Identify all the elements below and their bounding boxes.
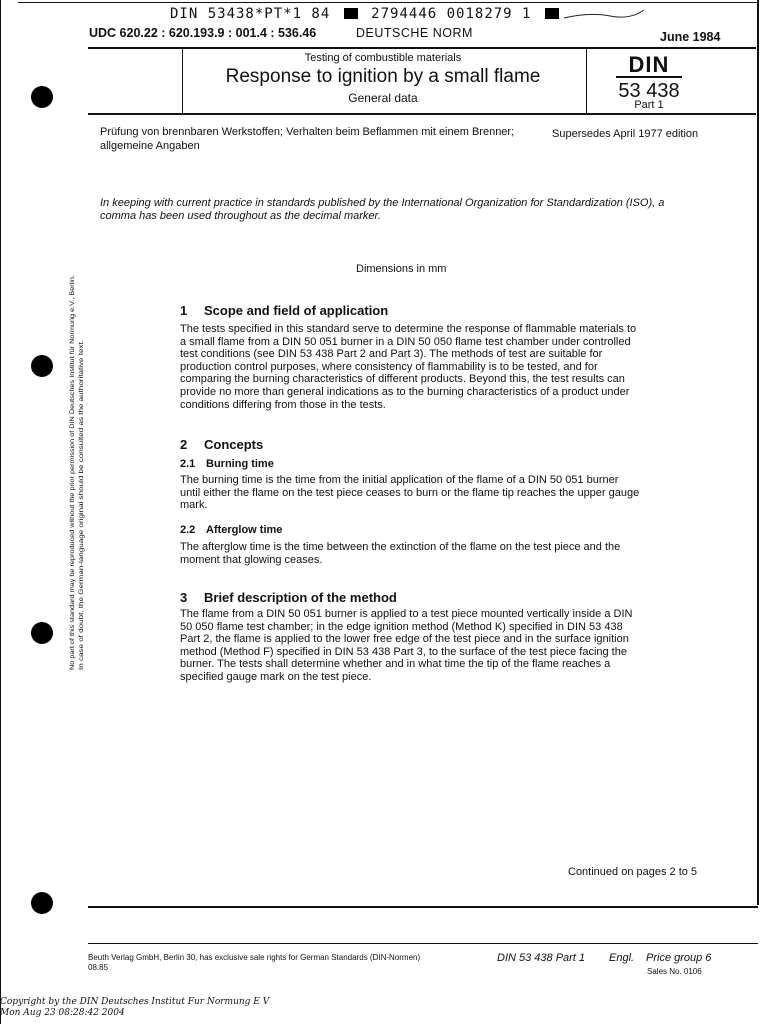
footer-rule-bottom <box>88 943 758 944</box>
footer-doc-ref: DIN 53 438 Part 1 <box>497 952 586 964</box>
section-1-number: 1 <box>180 303 188 318</box>
section-1-heading <box>180 303 388 318</box>
left-page-edge <box>0 0 1 1024</box>
footer-price-group: Price group 6 <box>646 952 712 964</box>
publication-date: June 1984 <box>660 30 721 44</box>
udc-code: UDC 620.22 : 620.193.9 : 001.4 : 536.46 <box>89 26 317 40</box>
barcode-block-icon <box>545 8 559 19</box>
section-1-title: Scope and field of application <box>204 303 389 318</box>
section-3-heading <box>180 590 397 605</box>
iso-decimal-note: In keeping with current practice in standards published by the International Organization for Standardization (ISO), a comma has been used throughout as the decimal marker. <box>100 197 665 222</box>
dimensions-note: Dimensions in mm <box>356 263 447 275</box>
section-2-heading <box>180 437 263 452</box>
section-2-number: 2 <box>180 437 188 452</box>
side-notice-line-1: No part of this standard may be reproduced without the prior permission of DIN Deutsches Institut für Normung e.V., Berlin. <box>69 333 76 670</box>
section-3-text: The flame from a DIN 50 051 burner is applied to a test piece mounted vertically inside a DIN 50 050 flame test chamber; in the edge ignition method (Method K) specified in DIN 53 438 Part 2, the flame is applied to the lower free edge of the test piece and in the surface ignition method (Method F) specified in DIN 53 438 Part 3, to the surface of the test piece facing the burner. The tests shall determine whether and in what time the tip of the flame reaches a specified gauge mark on the test piece. <box>180 608 633 683</box>
section-2-2-heading <box>180 524 282 536</box>
publisher-note <box>88 953 420 973</box>
section-1-text: The tests specified in this standard serve to determine the response of flammable materials to a small flame from a DIN 50 051 burner in a DIN 50 050 flame test chamber under controlled test conditions (see DIN 53 438 Part 2 and Part 3). The methods of test are suitable for production control purposes, where consistency of flammability is to be tested, and for comparing the burning characteristics of different products. Beyond this, the test results can provide no more than general indications as to the burning characteristics of a product under conditions differing from those in the tests. <box>180 323 637 411</box>
section-2-title: Concepts <box>204 437 264 452</box>
continued-note: Continued on pages 2 to 5 <box>568 866 698 878</box>
copyright-side-notice <box>68 270 86 670</box>
section-2-2-title: Afterglow time <box>206 524 283 536</box>
side-notice-line-2: In case of doubt, the German-language original should be consulted as the authoritative text. <box>78 416 85 670</box>
barcode-block-icon <box>344 8 358 19</box>
footer-rule-top <box>88 906 758 908</box>
din-logo: DIN <box>616 54 682 78</box>
barcode-line <box>170 6 563 22</box>
title-divider-right <box>586 47 587 113</box>
pen-scribble-icon <box>560 6 650 26</box>
top-edge-line <box>18 2 758 3</box>
section-2-2-text: The afterglow time is the time between the extinction of the flame on the test piece and the moment that glowing ceases. <box>180 541 621 566</box>
section-2-1-text: The burning time is the time from the initial application of the flame of a DIN 50 051 burner until either the flame on the test piece ceases to burn or the flame tip reaches the upper gauge mark. <box>180 474 640 512</box>
section-2-2-number: 2.2 <box>180 524 196 536</box>
publisher-line-2: 08.85 <box>88 963 109 972</box>
footer-sales-number: Sales No. 0106 <box>647 967 702 976</box>
part-number: Part 1 <box>634 99 664 111</box>
german-title: Prüfung von brennbaren Werkstoffen; Verhalten beim Beflammen mit einem Brenner; allgemeine Angaben <box>100 126 515 152</box>
din-number: 53 438 <box>618 80 680 102</box>
section-2-1-heading <box>180 458 274 470</box>
section-2-1-number: 2.1 <box>180 458 196 470</box>
document-subtitle: General data <box>348 91 418 105</box>
barcode-text-2: 2794446 0018279 1 <box>371 6 532 22</box>
punch-hole-3 <box>31 622 53 644</box>
copyright-line-1: Copyright by the DIN Deutsches Institut Fur Normung E V <box>0 997 270 1007</box>
section-2-1-title: Burning time <box>206 458 274 470</box>
section-3-number: 3 <box>180 590 188 605</box>
punch-hole-2 <box>31 355 53 377</box>
copyright-stamp <box>0 997 269 1019</box>
barcode-text: DIN 53438*PT*1 84 <box>170 6 331 22</box>
right-border <box>757 0 759 905</box>
testing-line: Testing of combustible materials <box>304 52 462 64</box>
footer-language: Engl. <box>609 952 635 964</box>
punch-hole-1 <box>31 86 53 108</box>
punch-hole-4 <box>31 892 53 914</box>
publisher-line-1: Beuth Verlag GmbH, Berlin 30, has exclusive sale rights for German Standards (DIN-Normen) <box>88 953 421 962</box>
document-title: Response to ignition by a small flame <box>225 66 541 87</box>
deutsche-norm: DEUTSCHE NORM <box>356 26 473 40</box>
section-3-title: Brief description of the method <box>204 590 397 605</box>
supersedes-note: Supersedes April 1977 edition <box>552 128 699 140</box>
copyright-line-2: Mon Aug 23 08:28:42 2004 <box>0 1008 125 1018</box>
